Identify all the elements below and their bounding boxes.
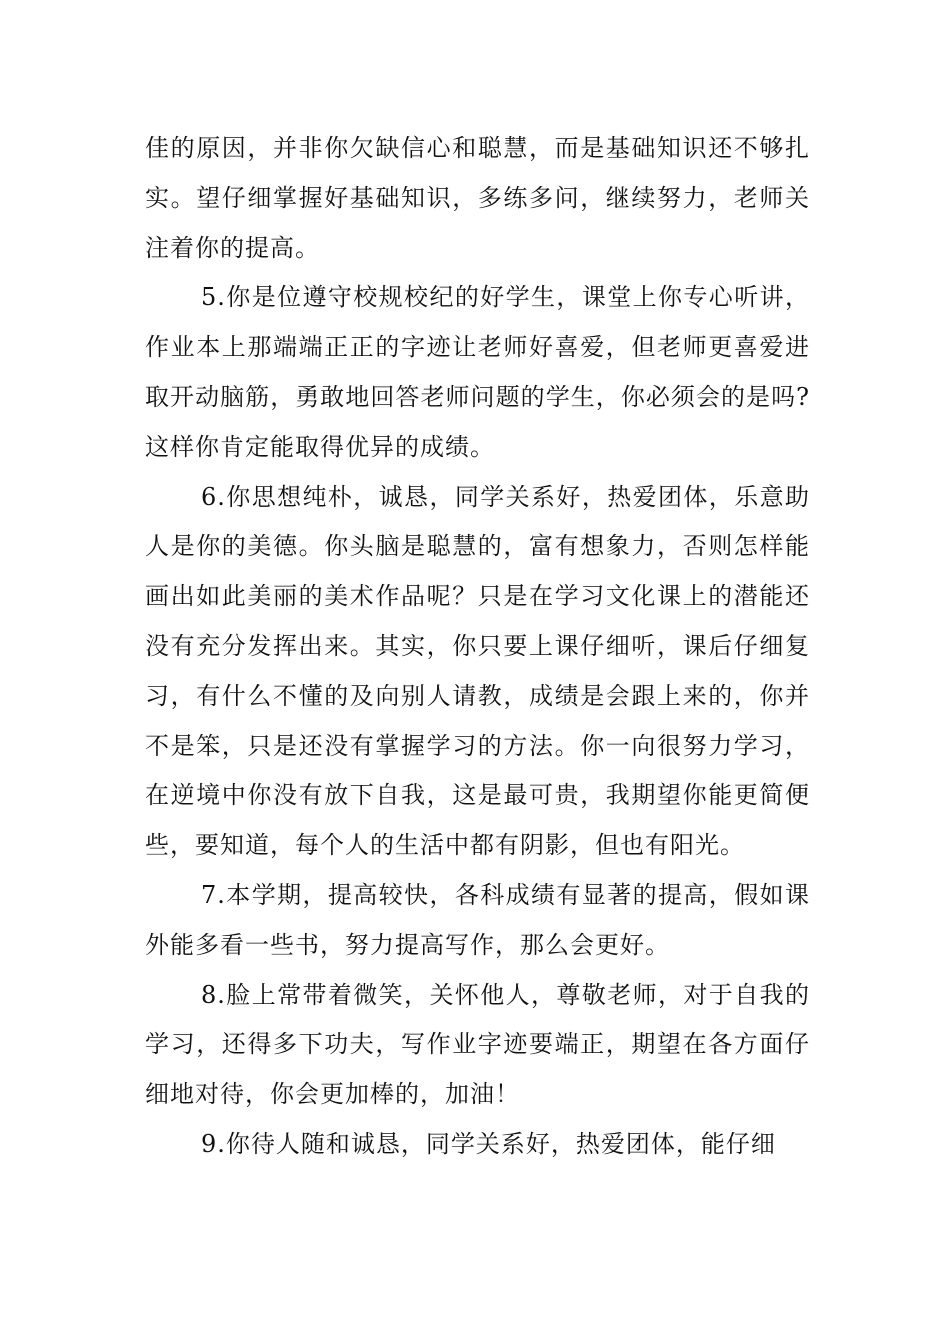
- comment-6-paragraph: 6.你思想纯朴，诚恳，同学关系好，热爱团体，乐意助人是你的美德。你头脑是聪慧的，富有想象力，否则怎样能画出如此美丽的美术作品呢？只是在学习文化课上的潜能还没有充分发挥出来。其实，你只要上课仔细听，课后仔细复习，有什么不懂的及向别人请教，成绩是会跟上来的，你并不是笨，只是还没有掌握学习的方法。你一向很努力学习，在逆境中你没有放下自我，这是最可贵，我期望你能更简便些，要知道，每个人的生活中都有阴影，但也有阳光。: [145, 482, 810, 860]
- comment-8-paragraph: 8.脸上常带着微笑，关怀他人，尊敬老师，对于自我的学习，还得多下功夫，写作业字迹要端正，期望在各方面仔细地对待，你会更加棒的，加油！: [145, 980, 810, 1109]
- comment-7-paragraph: 7.本学期，提高较快，各科成绩有显著的提高，假如课外能多看一些书，努力提高写作，那么会更好。: [145, 880, 810, 959]
- comments-text-block: [145, 124, 810, 1170]
- comment-9-paragraph: 9.你待人随和诚恳，同学关系好，热爱团体，能仔细: [201, 1129, 776, 1158]
- continued-comment-paragraph: 佳的原因，并非你欠缺信心和聪慧，而是基础知识还不够扎实。望仔细掌握好基础知识，多练多问，继续努力，老师关注着你的提高。: [145, 134, 810, 262]
- comment-5-paragraph: 5.你是位遵守校规校纪的好学生，课堂上你专心听讲，作业本上那端端正正的字迹让老师好喜爱，但老师更喜爱进取开动脑筋，勇敢地回答老师问题的学生，你必须会的是吗?这样你肯定能取得优异的成绩。: [145, 283, 810, 461]
